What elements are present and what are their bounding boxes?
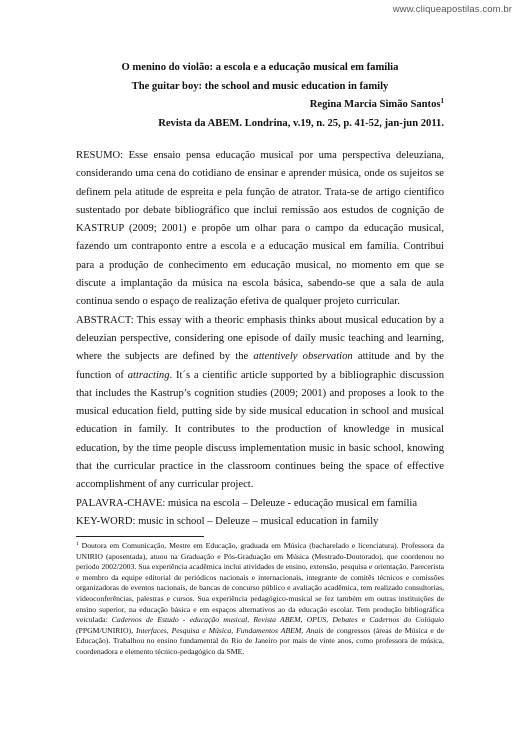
abstract-italic-2: attracting [127, 369, 170, 381]
footnote-text-4: de congressos (áreas de Música e de Educação). Trabalhou no ensino fundamental do Rio de Janeiro por mais de vinte anos, como professora de música, coordenadora e elemento técnico-pedagógico da SME. [76, 625, 444, 656]
abstract-text-3: . It´s a cientific article supported by a bibliographic discussion that includes the Kastrup’s cognition studies (2009; 2001) and proposes a look to the musical education field, putting side by side musical education in school and musical education in family. It contributes to the production of knowledge in musical education, by the time people discuss implementation music in basic school, knowing that the curricular practice in the classroom continues being the space of effective accomplishment of any curricular project. [76, 369, 444, 491]
article-page [76, 58, 444, 531]
abstract-text-1: ABSTRACT: This essay with a theoric emphasis thinks about musical education by a deleuzian perspective, considering one episode of daily music teaching and learning, where the subjects are defined by the [76, 314, 444, 363]
resumo-paragraph: RESUMO: Esse ensaio pensa educação musical por uma perspectiva deleuziana, considerando uma cena do cotidiano de ensinar e aprender música, onde os sujeitos se definem pela atitude de espreita e pela função de atrator. Trata-se de artigo científico sustentado por debate bibliográfico que inclui remissão aos estudos de cognição de KASTRUP (2009; 2001) e propõe um olhar para o campo da educação musical, fazendo um contraponto entre a escola e a educação musical em família. Contribui para a produção de conhecimento em educação musical, no momento em que se discute a implantação da música na escola básica, sabendo-se que a sala de aula continua sendo o espaço de realização efetiva de qualquer projeto curricular. [76, 150, 444, 308]
footnote-text-2: e [357, 615, 370, 625]
title-english: The guitar boy: the school and music education in family [131, 81, 389, 92]
journal-citation: Revista da ABEM. Londrina, v.19, n. 25, p. 41-52, jan-jun 2011. [158, 118, 444, 129]
footnote-rule [76, 536, 204, 537]
key-word: KEY-WORD: music in school – Deleuze – musical education in family [76, 515, 379, 527]
footnote-italic-2: Cadernos do Colóquio [369, 615, 444, 625]
abstract-paragraph [76, 312, 444, 495]
title-portuguese: O menino do violão: a escola e a educação musical em família [121, 62, 399, 73]
footnote-text-1: Doutora em Comunicação, Mestre em Educação, graduada em Música (bacharelado e licenciatura). Professora da UNIRIO (aposentada), atuou na Graduação e Pós-Graduação em Música (Mestrado-Doutorado), que coordenou no período 2002/2003. Sua experiência acadêmica inclui atividades de ensino, extensão, pesquisa e orientação. Parecerista e membro da equipe editorial de periódicos nacionais e internacionais, integrante de comitês técnicos e comissões organizadoras de eventos nacionais, de bancas de concurso público e avaliação acadêmica, tem realizado consultorias, videoconferências, palestras e cursos. Sua experiência pedagógico-musical se fez também em outras instituições de ensino superior, na educação básica e em espaços alternativos ao da educação escolar. Tem produção bibliográfica veiculada: [76, 541, 444, 625]
footnote-mark: 1 [76, 541, 79, 547]
palavra-chave: PALAVRA-CHAVE: música na escola – Deleuze - educação musical em família [76, 497, 418, 509]
abstract-text-2: attitude and by the function of [76, 351, 444, 381]
footnote-italic-3: Interfaces, Pesquisa e Música, Fundamentos ABEM, Anais [135, 625, 324, 635]
footnote [76, 541, 444, 658]
author-name-text: Regina Marcia Simão Santos [309, 99, 441, 110]
author-name [76, 96, 444, 114]
footnote-italic-1: Cadernos de Estudo - educação musical, Revista ABEM, OPUS, Debates [111, 615, 358, 625]
footnote-text-3: (PPGM/UNIRIO), [76, 625, 136, 635]
abstract-italic-1: attentively observation [253, 351, 353, 363]
author-footnote-mark: 1 [440, 97, 444, 105]
site-watermark: www.cliqueapostilas.com.br [392, 4, 512, 15]
